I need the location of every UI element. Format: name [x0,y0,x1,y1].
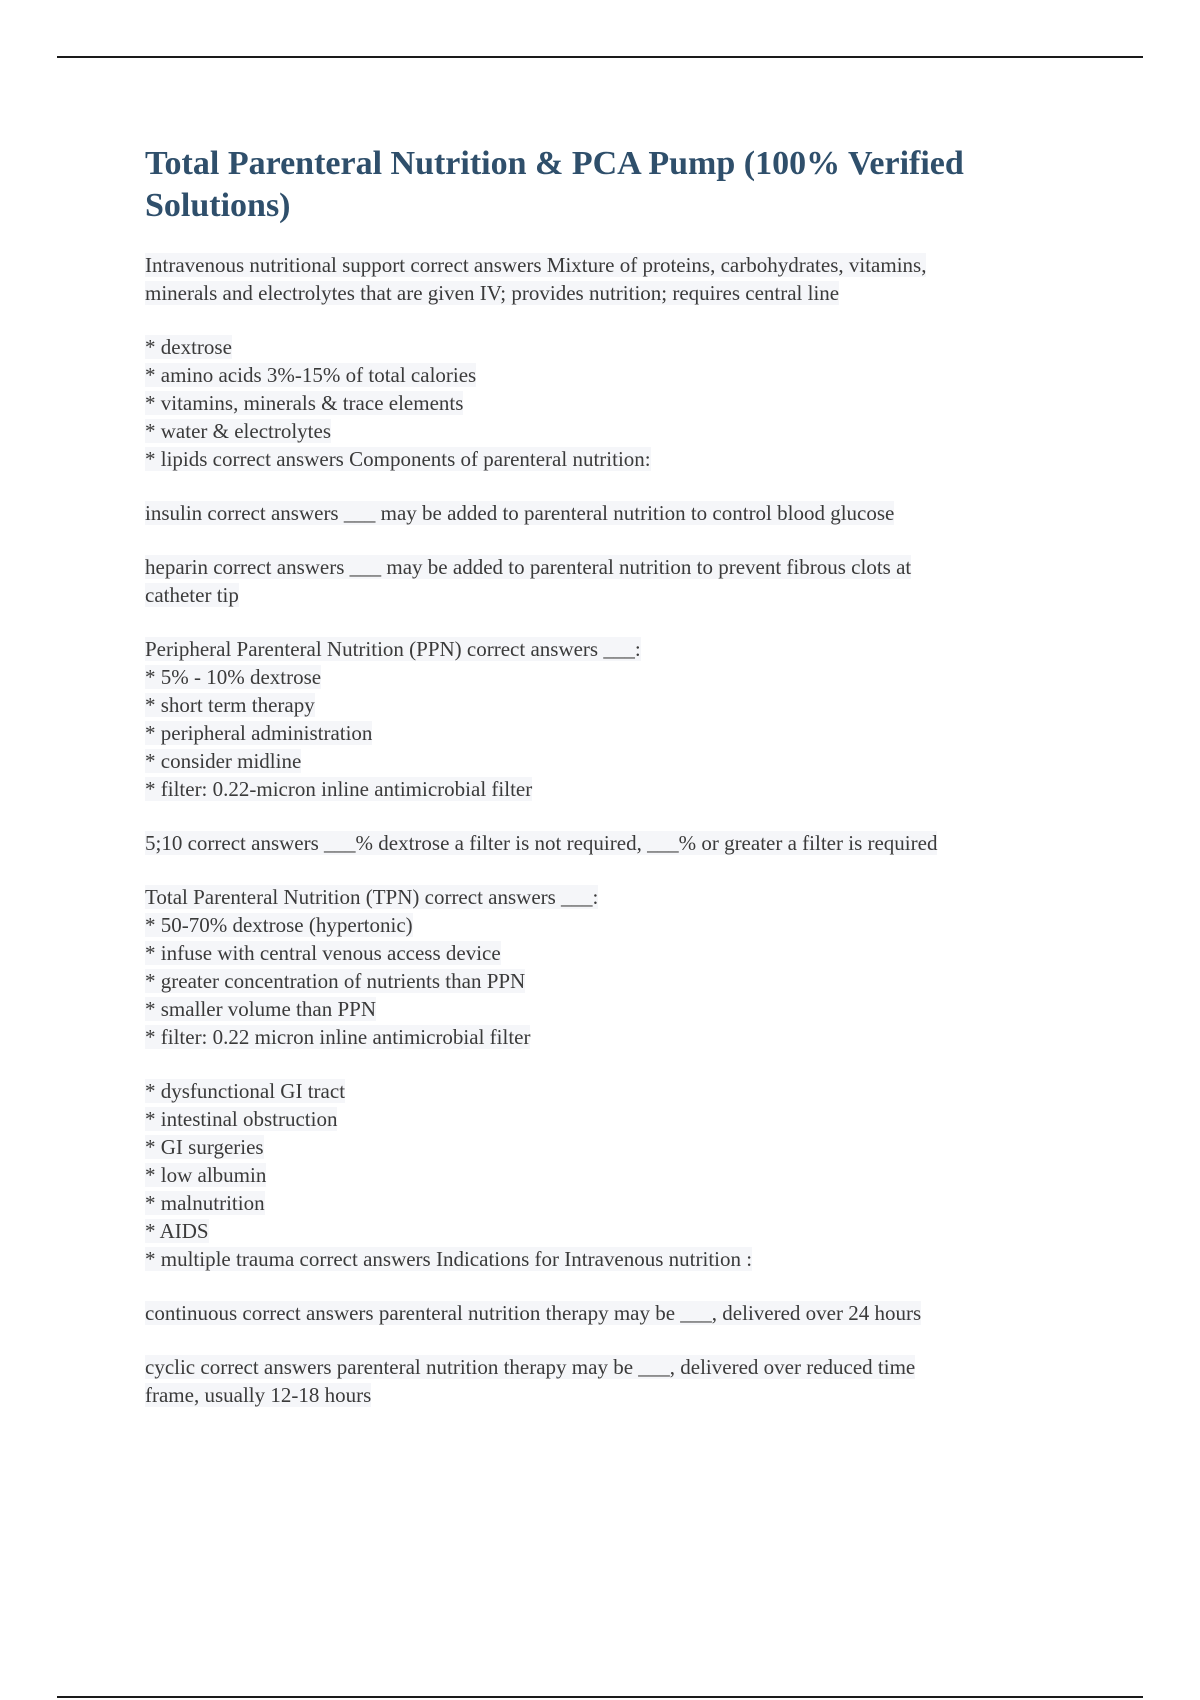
list-item: * multiple trauma correct answers Indications for Intravenous nutrition : [145,1247,753,1271]
list-item: * smaller volume than PPN [145,997,376,1021]
list-tpn [145,883,1075,1051]
page-title [145,143,1075,227]
list-item: * dysfunctional GI tract [145,1079,346,1103]
list-item: * filter: 0.22-micron inline antimicrobial filter [145,777,533,801]
top-divider [57,56,1143,58]
text-line: Peripheral Parenteral Nutrition (PPN) correct answers ___: [145,637,641,661]
text-line: insulin correct answers ___ may be added to parenteral nutrition to control blood glucose [145,501,895,525]
paragraph-intravenous-support [145,251,1075,307]
list-item: * AIDS [145,1219,209,1243]
text-line: frame, usually 12-18 hours [145,1383,372,1407]
title-line-2: Solutions) [145,187,291,224]
list-item: * filter: 0.22 micron inline antimicrobial filter [145,1025,531,1049]
list-item: * consider midline [145,749,302,773]
list-item: * lipids correct answers Components of parenteral nutrition: [145,447,651,471]
title-line-1: Total Parenteral Nutrition & PCA Pump (100% Verified [145,145,964,182]
list-indications [145,1077,1075,1273]
list-item: * dextrose [145,335,232,359]
list-item: * peripheral administration [145,721,373,745]
list-item: * low albumin [145,1163,267,1187]
paragraph-continuous [145,1299,1075,1327]
text-line: Intravenous nutritional support correct answers Mixture of proteins, carbohydrates, vitamins, [145,253,927,277]
list-item: * amino acids 3%-15% of total calories [145,363,477,387]
list-components [145,333,1075,473]
text-line: minerals and electrolytes that are given IV; provides nutrition; requires central line [145,281,840,305]
list-ppn [145,635,1075,803]
list-item: * malnutrition [145,1191,265,1215]
paragraph-dextrose-filter [145,829,1075,857]
paragraph-heparin [145,553,1075,609]
text-line: catheter tip [145,583,239,607]
text-line: Total Parenteral Nutrition (TPN) correct answers ___: [145,885,599,909]
list-item: * infuse with central venous access device [145,941,501,965]
list-item: * intestinal obstruction [145,1107,338,1131]
text-line: continuous correct answers parenteral nutrition therapy may be ___, delivered over 24 hours [145,1301,922,1325]
text-line: cyclic correct answers parenteral nutrition therapy may be ___, delivered over reduced time [145,1355,916,1379]
text-line: heparin correct answers ___ may be added to parenteral nutrition to prevent fibrous clots at [145,555,912,579]
document-body [145,143,1075,1435]
bottom-divider [57,1696,1143,1698]
list-item: * greater concentration of nutrients than PPN [145,969,526,993]
list-item: * water & electrolytes [145,419,332,443]
list-item: * 5% - 10% dextrose [145,665,322,689]
list-item: * vitamins, minerals & trace elements [145,391,464,415]
paragraph-cyclic [145,1353,1075,1409]
paragraph-insulin [145,499,1075,527]
list-item: * 50-70% dextrose (hypertonic) [145,913,413,937]
text-line: 5;10 correct answers ___% dextrose a filter is not required, ___% or greater a filter is required [145,831,938,855]
list-item: * short term therapy [145,693,315,717]
list-item: * GI surgeries [145,1135,264,1159]
